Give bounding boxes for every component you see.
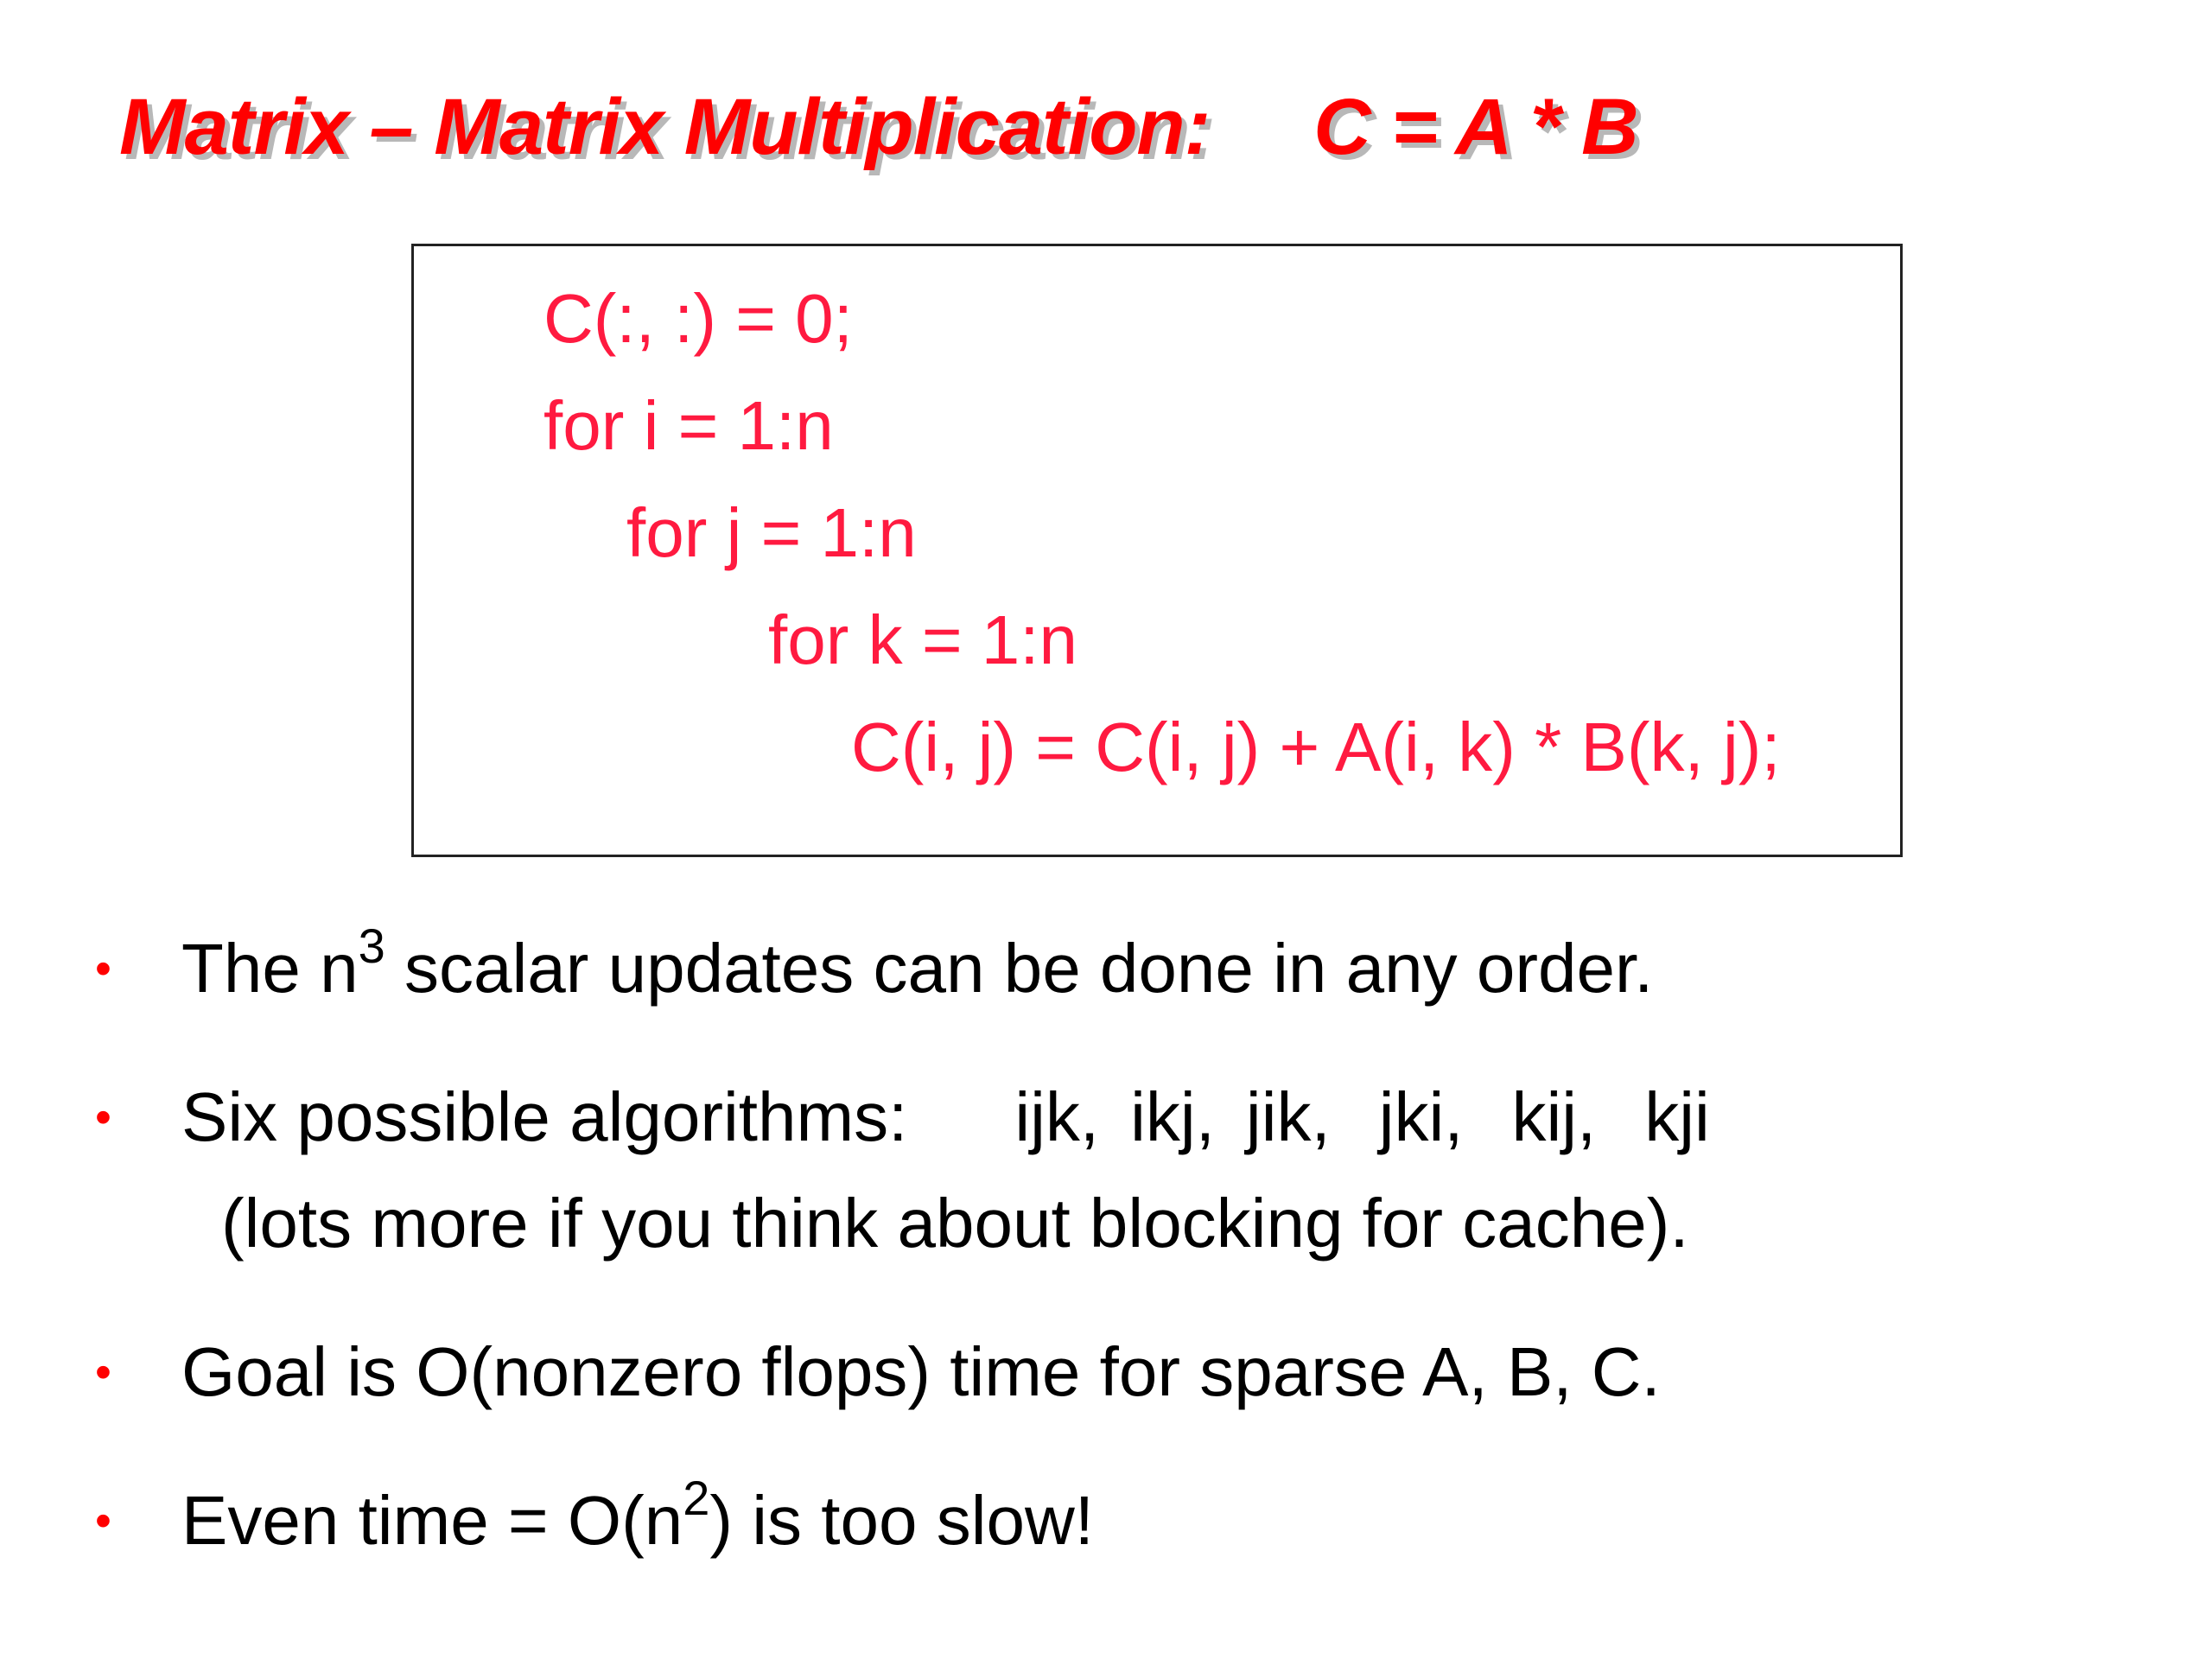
algorithm-ikj: ikj, bbox=[1130, 1078, 1215, 1155]
bullet-4-superscript: 2 bbox=[683, 1471, 710, 1526]
bullet-item-4 bbox=[181, 1471, 1094, 1562]
code-line-1: C(:, :) = 0; bbox=[543, 280, 853, 357]
code-line-5: C(i, j) = C(i, j) + A(i, k) * B(k, j); bbox=[851, 709, 1781, 785]
algorithm-ijk: ijk, bbox=[1014, 1078, 1100, 1155]
slide-title-main: Matrix – Matrix Multiplication: bbox=[119, 83, 1211, 171]
bullet-item-2 bbox=[181, 1076, 1710, 1159]
bullet-4-post: ) is too slow! bbox=[709, 1482, 1094, 1559]
bullet-item-1 bbox=[181, 918, 1654, 1010]
bullet-2-text: Six possible algorithms: bbox=[181, 1078, 908, 1155]
algorithm-jik: jik, bbox=[1245, 1078, 1331, 1155]
bullet-item-2-continuation: (lots more if you think about blocking for cache). bbox=[221, 1185, 1689, 1262]
bullet-1-superscript: 3 bbox=[358, 918, 385, 974]
algorithm-jki: jki, bbox=[1378, 1078, 1464, 1155]
code-line-2: for i = 1:n bbox=[543, 387, 834, 464]
bullet-item-3: Goal is O(nonzero flops) time for sparse A, B, C. bbox=[181, 1333, 1661, 1410]
algorithm-kij: kij, bbox=[1511, 1078, 1597, 1155]
bullet-1-pre: The n bbox=[181, 930, 359, 1007]
bullet-marker: • bbox=[95, 1346, 111, 1398]
slide-title-equation: C = A * B bbox=[1313, 83, 1638, 171]
bullet-marker: • bbox=[95, 943, 111, 995]
algorithm-kji: kji bbox=[1644, 1078, 1710, 1155]
bullet-marker: • bbox=[95, 1091, 111, 1143]
bullet-1-post: scalar updates can be done in any order. bbox=[385, 930, 1654, 1007]
code-line-4: for k = 1:n bbox=[768, 601, 1077, 678]
bullet-marker: • bbox=[95, 1495, 111, 1547]
bullet-4-pre: Even time = O(n bbox=[181, 1482, 683, 1559]
code-line-3: for j = 1:n bbox=[626, 494, 917, 571]
